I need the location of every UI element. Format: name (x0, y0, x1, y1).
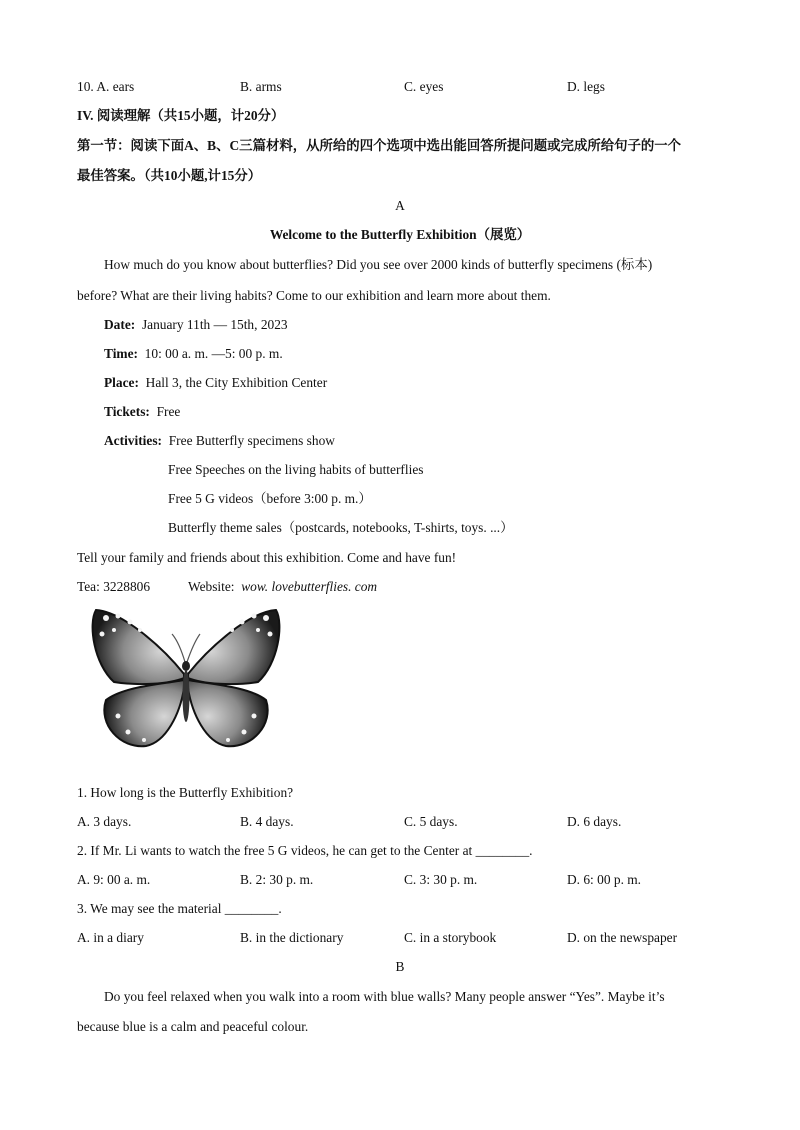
question-2-stem: 2. If Mr. Li wants to watch the free 5 G videos, he can get to the Center at ________. (77, 843, 533, 858)
place-label: Place: (104, 375, 139, 390)
tickets-value: Free (156, 404, 181, 419)
question-1-option-c: C. 5 days. (404, 814, 458, 829)
section-instruction-line-2: 最佳答案。（共10小题,计15分） (77, 168, 262, 183)
question-2-option-d: D. 6: 00 p. m. (567, 872, 642, 887)
tel-text: Tea: 3228806 (77, 579, 151, 594)
time-value: 10: 00 a. m. —5: 00 p. m. (144, 346, 283, 361)
time-row (104, 345, 283, 363)
date-row (104, 316, 288, 334)
activities-label: Activities: (104, 433, 163, 448)
tickets-label: Tickets: (104, 404, 150, 419)
question-3-option-a: A. in a diary (77, 930, 144, 945)
passage-a-intro-line-1: How much do you know about butterflies? Did you see over 2000 kinds of butterfly specimens (标本) (104, 257, 653, 272)
passage-a-title: Welcome to the Butterfly Exhibition（展览） (269, 227, 531, 242)
website-row (188, 578, 377, 596)
activities-row (104, 432, 335, 450)
website-value: wow. lovebutterflies. com (241, 579, 378, 594)
question-3-option-c: C. in a storybook (404, 930, 497, 945)
passage-a-closing: Tell your family and friends about this exhibition. Come and have fun! (77, 550, 457, 565)
question-1-option-d: D. 6 days. (567, 814, 622, 829)
passage-b-letter: B (395, 959, 405, 974)
date-value: January 11th — 15th, 2023 (141, 317, 288, 332)
passage-a-letter: A (395, 198, 405, 213)
question-2-option-b: B. 2: 30 p. m. (240, 872, 314, 887)
time-label: Time: (104, 346, 138, 361)
question-3-stem: 3. We may see the material ________. (77, 901, 282, 916)
passage-b-line-1: Do you feel relaxed when you walk into a room with blue walls? Many people answer “Yes”. Maybe it’s (104, 989, 665, 1004)
place-value: Hall 3, the City Exhibition Center (145, 375, 328, 390)
question-2-option-a: A. 9: 00 a. m. (77, 872, 151, 887)
website-label: Website: (188, 579, 235, 594)
q10-option-d: D. legs (567, 79, 605, 94)
question-1-option-a: A. 3 days. (77, 814, 132, 829)
question-1-option-b: B. 4 days. (240, 814, 294, 829)
activity-item: Free Speeches on the living habits of butterflies (168, 462, 424, 477)
passage-a-intro-line-2: before? What are their living habits? Come to our exhibition and learn more about them. (77, 288, 551, 303)
section-instruction-line-1: 第一节：阅读下面A、B、C三篇材料，从所给的四个选项中选出能回答所提问题或完成所给句子的一个 (77, 138, 682, 153)
activity-item: Free 5 G videos（before 3:00 p. m.） (168, 491, 372, 506)
passage-b-line-2: because blue is a calm and peaceful colour. (77, 1019, 309, 1034)
activity-item: Free Butterfly specimens show (168, 433, 335, 448)
tickets-row (104, 403, 180, 421)
place-row (104, 374, 327, 392)
q10-option-a: 10. A. ears (77, 79, 135, 94)
q10-option-b: B. arms (240, 79, 282, 94)
activity-item: Butterfly theme sales（postcards, notebooks, T-shirts, toys. ...） (168, 520, 514, 535)
section-heading: IV. 阅读理解（共15小题，计20分） (77, 108, 285, 123)
butterfly-image (84, 604, 288, 754)
question-3-option-d: D. on the newspaper (567, 930, 678, 945)
q10-option-c: C. eyes (404, 79, 444, 94)
date-label: Date: (104, 317, 136, 332)
question-1-stem: 1. How long is the Butterfly Exhibition? (77, 785, 294, 800)
question-3-option-b: B. in the dictionary (240, 930, 344, 945)
question-2-option-c: C. 3: 30 p. m. (404, 872, 478, 887)
